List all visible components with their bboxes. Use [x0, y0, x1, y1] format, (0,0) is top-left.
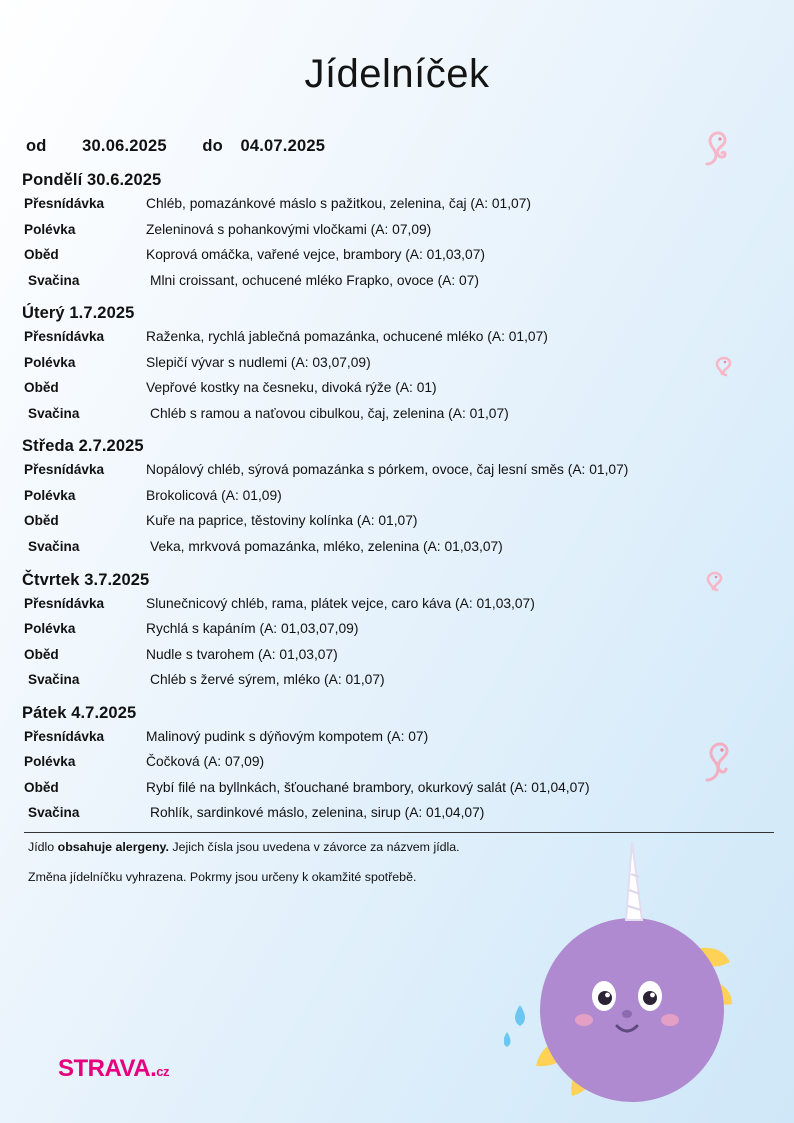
- meal-row: [22, 222, 754, 239]
- meal-description: Vepřové kostky na česneku, divoká rýže (A: 01): [146, 380, 437, 396]
- meal-label: Svačina: [28, 539, 80, 555]
- meal-description: Rychlá s kapáním (A: 01,03,07,09): [146, 621, 359, 637]
- logo-dot: .: [150, 1055, 157, 1082]
- meal-description: Nudle s tvarohem (A: 01,03,07): [146, 646, 338, 662]
- meal-description: Rohlík, sardinkové máslo, zelenina, sirup (A: 01,04,07): [150, 805, 485, 821]
- meal-row: [22, 329, 754, 346]
- meal-label: Přesnídávka: [24, 595, 105, 611]
- day-block: [22, 704, 754, 822]
- meal-description: Zeleninová s pohankovými vločkami (A: 07,09): [146, 221, 432, 237]
- meal-label: Přesnídávka: [24, 196, 105, 211]
- change-note: Změna jídelníčku vyhrazena. Pokrmy jsou určeny k okamžité spotřebě.: [28, 869, 417, 884]
- meal-row: [22, 596, 754, 613]
- meal-row: [22, 805, 754, 822]
- allergen-note-bold: obsahuje alergeny.: [57, 839, 169, 854]
- menu-days-list: [0, 171, 794, 822]
- meal-label: Polévka: [24, 754, 76, 770]
- meal-row: [22, 273, 754, 290]
- allergen-note: [0, 840, 794, 854]
- range-to-date: 04.07.2025: [240, 137, 326, 155]
- meal-label: Oběd: [24, 779, 59, 795]
- meal-row: [22, 539, 754, 556]
- allergen-note-suffix: Jejich čísla jsou uvedena v závorce za názvem jídla.: [172, 839, 460, 854]
- meal-label: Oběd: [24, 247, 59, 263]
- meal-row: [22, 754, 754, 771]
- meal-label: Oběd: [24, 646, 59, 662]
- meal-row: [22, 355, 754, 372]
- meal-row: [22, 647, 754, 664]
- logo-main-text: STRAVA: [58, 1055, 151, 1082]
- meal-label: Polévka: [24, 354, 76, 370]
- day-block: [22, 304, 754, 422]
- meal-row: [22, 380, 754, 397]
- meal-label: Svačina: [28, 405, 80, 421]
- meal-label: Svačina: [28, 272, 80, 288]
- range-to-label: do: [202, 137, 223, 155]
- narwhal-illustration: [504, 820, 734, 1115]
- date-range: [0, 137, 794, 156]
- meal-description: Chléb s ramou a naťovou cibulkou, čaj, zelenina (A: 01,07): [150, 405, 509, 421]
- day-heading: Pátek 4.7.2025: [22, 703, 137, 722]
- meal-label: Svačina: [28, 672, 80, 688]
- meal-row: [22, 621, 754, 638]
- logo-suffix-text: cz: [156, 1064, 170, 1079]
- meal-label: Svačina: [28, 805, 80, 821]
- meal-row: [22, 488, 754, 505]
- meal-row: [22, 462, 754, 479]
- meal-description: Kuře na paprice, těstoviny kolínka (A: 01,07): [146, 513, 418, 529]
- meal-description: Slepičí vývar s nudlemi (A: 03,07,09): [146, 354, 371, 370]
- day-heading: Pondělí 30.6.2025: [22, 171, 162, 189]
- meal-description: Koprová omáčka, vařené vejce, brambory (A: 01,03,07): [146, 247, 485, 263]
- meal-row: [22, 196, 754, 213]
- meal-description: Rybí filé na byllnkách, šťouchané brambory, okurkový salát (A: 01,04,07): [146, 779, 590, 795]
- meal-row: [22, 672, 754, 689]
- meal-description: Raženka, rychlá jablečná pomazánka, ochucené mléko (A: 01,07): [146, 329, 548, 345]
- meal-row: [22, 406, 754, 423]
- meal-label: Oběd: [24, 380, 59, 396]
- meal-label: Polévka: [24, 487, 76, 503]
- meal-description: Chléb, pomazánkové máslo s pažitkou, zelenina, čaj (A: 01,07): [146, 196, 531, 211]
- meal-row: [22, 729, 754, 746]
- day-block: [22, 437, 754, 555]
- meal-label: Polévka: [24, 621, 76, 637]
- strava-logo[interactable]: [58, 1055, 169, 1083]
- day-heading: Středa 2.7.2025: [22, 437, 144, 456]
- page-title: Jídelníček: [304, 52, 490, 96]
- meal-label: Oběd: [24, 513, 59, 529]
- range-from-label: od: [26, 137, 47, 155]
- meal-description: Chléb s žervé sýrem, mléko (A: 01,07): [150, 672, 385, 688]
- meal-description: Slunečnicový chléb, rama, plátek vejce, caro káva (A: 01,03,07): [146, 595, 535, 611]
- meal-label: Polévka: [24, 221, 76, 237]
- meal-description: Veka, mrkvová pomazánka, mléko, zelenina (A: 01,03,07): [150, 539, 503, 555]
- day-heading: Úterý 1.7.2025: [22, 304, 135, 323]
- meal-row: [22, 247, 754, 264]
- meal-label: Přesnídávka: [24, 329, 105, 345]
- meal-row: [22, 780, 754, 797]
- meal-row: [22, 513, 754, 530]
- range-from-date: 30.06.2025: [82, 137, 167, 155]
- meal-description: Čočková (A: 07,09): [146, 754, 265, 770]
- day-block: [22, 171, 754, 289]
- meal-description: Malinový pudink s dýňovým kompotem (A: 07): [146, 728, 429, 744]
- day-block: [22, 571, 754, 689]
- allergen-note-prefix: Jídlo: [28, 839, 55, 854]
- meal-description: Nopálový chléb, sýrová pomazánka s pórkem, ovoce, čaj lesní směs (A: 01,07): [146, 462, 629, 478]
- footer-divider: [24, 832, 774, 833]
- day-heading: Čtvrtek 3.7.2025: [22, 570, 150, 589]
- meal-label: Přesnídávka: [24, 462, 105, 478]
- meal-description: Mlni croissant, ochucené mléko Frapko, ovoce (A: 07): [150, 272, 479, 288]
- meal-description: Brokolicová (A: 01,09): [146, 487, 282, 503]
- meal-label: Přesnídávka: [24, 728, 105, 744]
